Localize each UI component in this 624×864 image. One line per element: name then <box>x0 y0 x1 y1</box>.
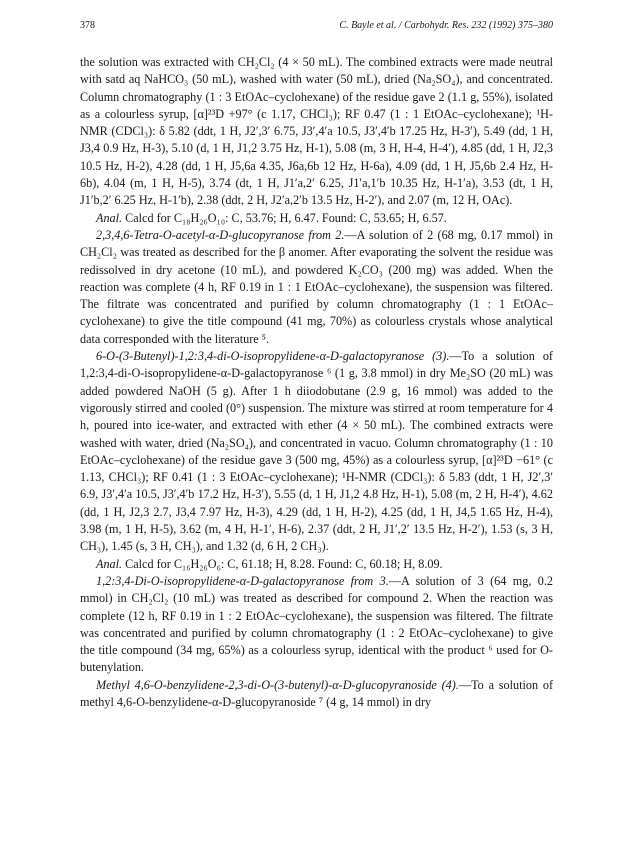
running-head: C. Bayle et al. / Carbohydr. Res. 232 (1992) 375–380 <box>339 20 553 31</box>
paragraph-lead: Anal. <box>96 210 123 225</box>
paragraph-heading: 6-O-(3-Butenyl)-1,2:3,4-di-O-isopropylidene-α-D-galactopyranose (3). <box>96 349 450 364</box>
paragraph-text: Calcd for C₁₈H₂₆O₁₀: C, 53.76; H, 6.47. Found: C, 53.65; H, 6.57. <box>122 210 447 225</box>
paragraph-4 <box>80 348 553 556</box>
paragraph-3 <box>80 227 553 348</box>
paragraph-lead: Anal. <box>96 556 123 571</box>
paragraph-7 <box>80 677 553 712</box>
paragraph-text: —A solution of 2 (68 mg, 0.17 mmol) in CH₂Cl₂ was treated as described for the β anomer. After evaporating the solvent the residue was redissolved in dry acetone (10 mL), and powdered K₂CO₃ (200 mg) was added. When the reaction was complete (4 h, RF 0.19 in 1 : 1 EtOAc–cyclohexane), the suspension was filtered. The filtrate was concentrated and purified by column chromatography (1 : 1 EtOAc–cyclohexane) to give the title compound (41 mg, 70%) as colourless crystals whose analytical data corresponded with the literature ⁵. <box>80 227 553 346</box>
paragraph-text: Calcd for C₁₆H₂₆O₆: C, 61.18; H, 8.28. Found: C, 60.18; H, 8.09. <box>122 556 443 571</box>
paragraph-6 <box>80 573 553 677</box>
paragraph-text: the solution was extracted with CH₂Cl₂ (4 × 50 mL). The combined extracts were made neutral with satd aq NaHCO₃ (50 mL), washed with water (50 mL), dried (Na₂SO₄), and concentrated. Column chromatography (1 : 3 EtOAc–cyclohexane) of the residue gave 2 (1.1 g, 55%), isolated as a colourless syrup, [α]²³D +97° (c 1.17, CHCl₃); RF 0.47 (1 : 1 EtOAc–cyclohexane); ¹H-NMR (CDCl₃): δ 5.82 (ddt, 1 H, J2′,3′ 6.75, J3′,4′a 10.5, J3′,4′b 17.25 Hz, H-3′), 5.49 (dd, 1 H, J3,4 0.9 Hz, H-3), 5.10 (d, 1 H, J1,2 3.75 Hz, H-1), 5.08 (m, 3 H, H-4, H-4′), 4.85 (dd, 1 H, J2,3 10.5 Hz, H-2), 4.28 (dd, 1 H, J5,6a 4.35, J6a,6b 12 Hz, H-6a), 4.09 (dd, 1 H, J5,6b 2.4 Hz, H-6b), 4.04 (m, 1 H, H-5), 3.74 (dt, 1 H, J1′a,2′ 6.25, J1′a,1′b 10.35 Hz, H-1′a), 3.53 (dt, 1 H, J1′b,2′ 6.25 Hz, H-1′b), 2.38 (ddt, 2 H, J2′a,2′b 13.5 Hz, H-2′), and 2.07 (m, 12 H, OAc). <box>80 55 553 208</box>
paragraph-1 <box>80 54 553 210</box>
paragraph-2 <box>80 210 553 227</box>
paragraph-heading: 2,3,4,6-Tetra-O-acetyl-α-D-glucopyranose from 2. <box>96 227 345 242</box>
page-number: 378 <box>80 20 95 31</box>
paragraph-text: —To a solution of methyl 4,6-O-benzylidene-α-D-glucopyranoside ⁷ (4 g, 14 mmol) in dry <box>80 677 554 709</box>
article-body <box>80 54 553 711</box>
paragraph-text: —A solution of 3 (64 mg, 0.2 mmol) in CH₂Cl₂ (10 mL) was treated as described for compound 2. When the reaction was complete (12 h, RF 0.19 in 1 : 2 EtOAc–cyclohexane), the suspension was filtered. The filtrate was concentrated and purified by column chromatography (1 : 2 EtOAc–cyclohexane) to give the title compound (34 mg, 65%) as a colourless syrup, identical with the product ⁶ used for O-butenylation. <box>80 573 553 675</box>
paragraph-text: —To a solution of 1,2:3,4-di-O-isopropylidene-α-D-galactopyranose ⁶ (1 g, 3.8 mmol) in dry Me₂SO (20 mL) was added powdered NaOH (5 g). After 1 h diiodobutane (2.9 g, 16 mmol) was added to the vigorously stirred and cooled (0°) suspension. The mixture was stirred at room temperature for 4 h, poured into ice-water, and extracted with ether (4 × 50 mL). The combined extracts were washed with water, dried (Na₂SO₄), and concentrated in vacuo. Column chromatography (1 : 10 EtOAc–cyclohexane) of the residue gave 3 (500 mg, 45%) as a colourless syrup, [α]²³D −61° (c 1.13, CHCl₃); RF 0.41 (1 : 3 EtOAc–cyclohexane); ¹H-NMR (CDCl₃): δ 5.83 (ddt, 1 H, J2′,3′ 6.9, J3′,4′a 10.5, J3′,4′b 17.2 Hz, H-3′), 5.55 (d, 1 H, J1,2 4.8 Hz, H-1), 5.08 (m, 2 H, H-4′), 4.62 (dd, 1 H, J2,3 2.7, J3,4 7.97 Hz, H-3), 4.29 (dd, 1 H, H-2), 4.25 (dd, 1 H, J4,5 1.65 Hz, H-4), 3.98 (m, 1 H, H-5), 3.62 (m, 4 H, H-1′, H-6), 2.37 (ddt, 2 H, J1′,2′ 13.5 Hz, H-2′), 1.53 (s, 3 H, CH₃), 1.45 (s, 3 H, CH₃), and 1.32 (d, 6 H, 2 CH₃). <box>80 349 553 554</box>
paragraph-5 <box>80 556 553 573</box>
paragraph-heading: 1,2:3,4-Di-O-isopropylidene-α-D-galactopyranose from 3. <box>96 573 389 588</box>
paragraph-heading: Methyl 4,6-O-benzylidene-2,3-di-O-(3-butenyl)-α-D-glucopyranoside (4). <box>96 677 459 692</box>
page-header <box>80 18 553 34</box>
